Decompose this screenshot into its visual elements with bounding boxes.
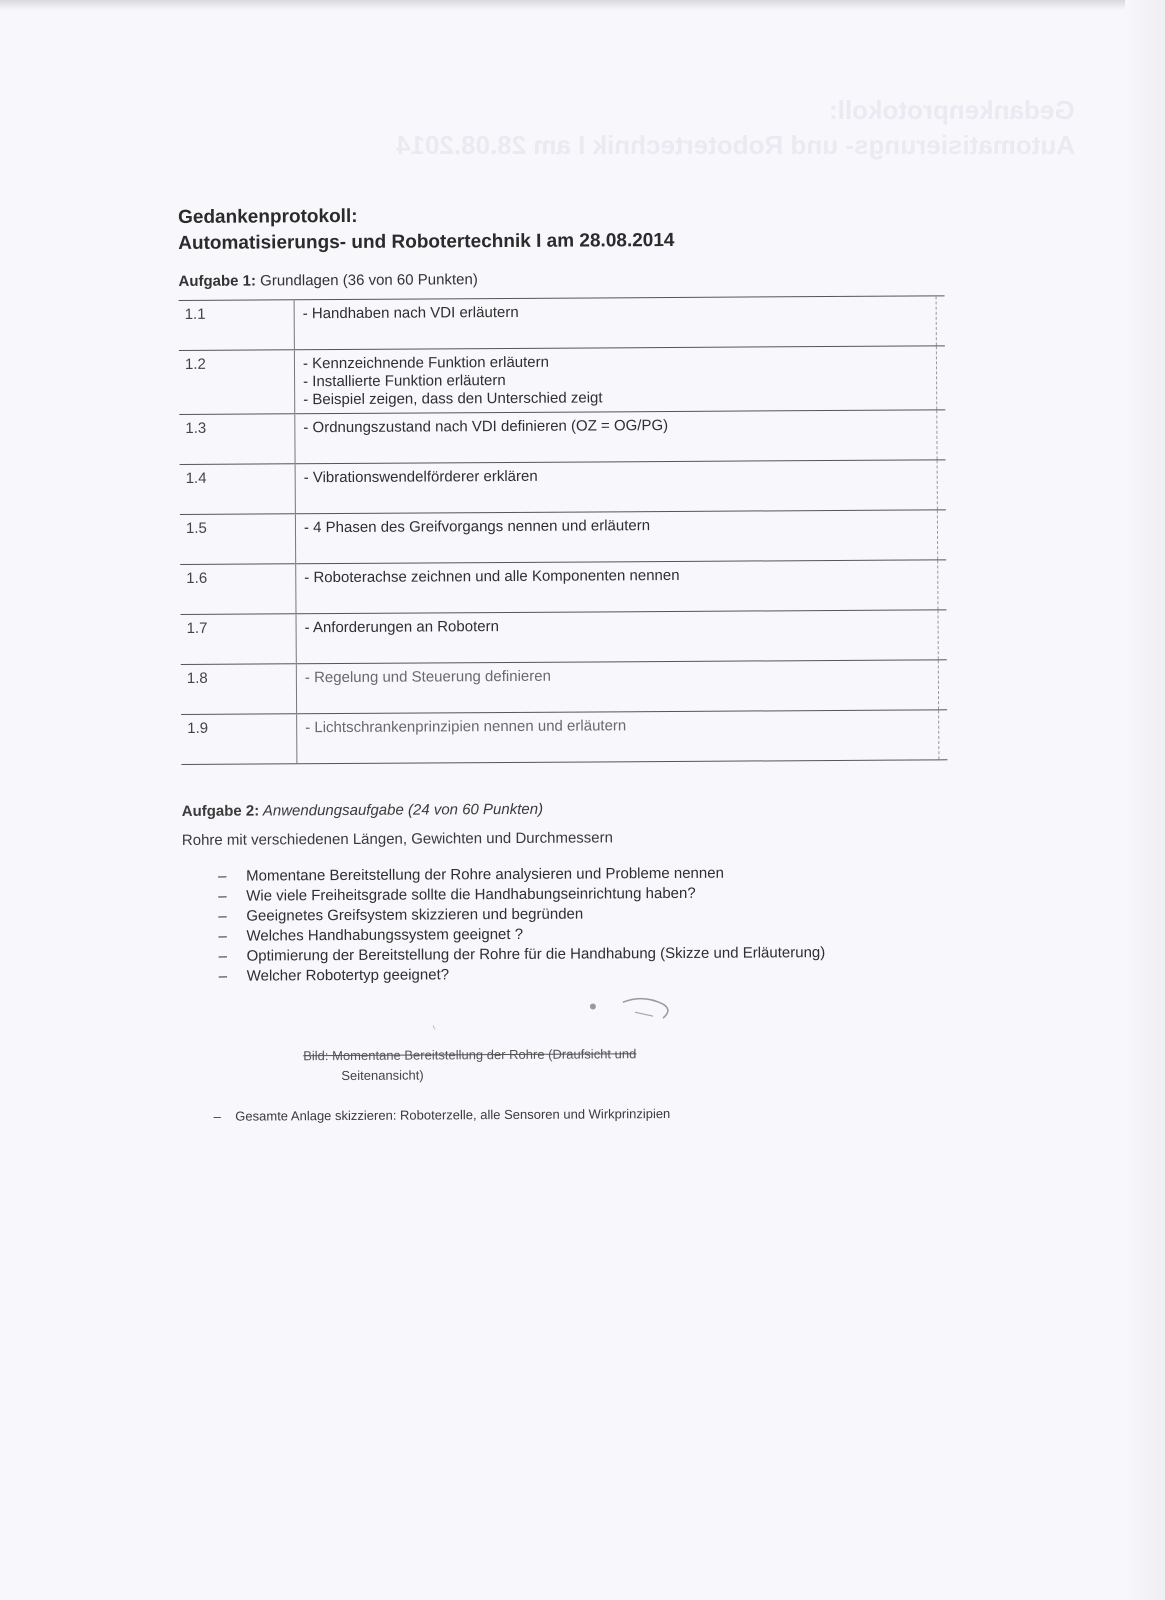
- task-description: [294, 346, 936, 414]
- task-description-line: - Installierte Funktion erläutern: [303, 372, 506, 391]
- list-dash: –: [218, 967, 228, 985]
- final-task-item: [214, 1104, 964, 1124]
- document-title: [178, 200, 958, 257]
- task-number: 1.4: [180, 464, 296, 515]
- task-description-line: - 4 Phasen des Greifvorgangs nennen und erläutern: [303, 517, 651, 537]
- caption-line-2: Seitenansicht): [341, 1067, 424, 1084]
- list-dash: –: [218, 887, 227, 905]
- bleed-through-subtitle: Automatisierungs- und Robotertechnik I am 28.08.2014: [395, 130, 1075, 160]
- final-item-text: Gesamte Anlage skizzieren: Roboterzelle, alle Sensoren und Wirkprinzipien: [235, 1106, 671, 1124]
- task-number: 1.7: [181, 614, 297, 665]
- aufgabe1-heading: [178, 268, 958, 290]
- title-line-1: Gedankenprotokoll:: [178, 205, 358, 228]
- bleed-through-title: Gedankenprotokoll:: [829, 95, 1075, 125]
- task-row: [180, 510, 946, 565]
- task-number: 1.5: [180, 514, 296, 565]
- task-end-column: [936, 346, 945, 410]
- aufgabe2-heading: [182, 798, 962, 820]
- task-end-column: [937, 410, 946, 460]
- question-text: Welcher Robotertyp geeignet?: [246, 966, 450, 985]
- title-line-2: Automatisierungs- und Robotertechnik I am 28.08.2014: [178, 229, 675, 254]
- task-description: [295, 410, 937, 464]
- aufgabe1-title: Grundlagen (36 von 60 Punkten): [260, 271, 478, 290]
- task-description: [296, 660, 938, 714]
- task-description: [297, 710, 939, 764]
- question-text: Momentane Bereitstellung der Rohre analysieren und Probleme nennen: [246, 864, 724, 885]
- task-number: 1.6: [180, 564, 296, 615]
- task-row: [179, 296, 945, 351]
- task-number: 1.2: [179, 350, 295, 415]
- task-row: [179, 410, 945, 465]
- task-description-line: - Regelung und Steuerung definieren: [304, 667, 551, 687]
- task-description-line: - Anforderungen an Robotern: [304, 618, 499, 637]
- aufgabe2-label: Aufgabe 2:: [181, 802, 260, 820]
- scan-top-edge: [0, 0, 1165, 10]
- task-description-line: - Roboterachse zeichnen und alle Komponenten nennen: [304, 566, 680, 587]
- scan-right-edge: [1125, 0, 1165, 1600]
- task-number: 1.8: [181, 664, 297, 715]
- sketch-placeholder: [373, 983, 793, 1046]
- task-description: [295, 460, 937, 514]
- image-caption: [303, 1042, 963, 1086]
- caption-line-1: Bild: Momentane Bereitstellung der Rohre (Draufsicht und: [303, 1046, 637, 1064]
- task-description: [295, 510, 937, 564]
- task-description-line: - Vibrationswendelförderer erklären: [303, 467, 538, 487]
- task-end-column: [938, 660, 947, 710]
- faint-sketch-marks: [373, 983, 793, 1046]
- task-description-line: - Ordnungszustand nach VDI definieren (OZ = OG/PG): [303, 417, 669, 437]
- task-description: [294, 296, 936, 350]
- task-end-column: [938, 560, 947, 610]
- question-item: [219, 962, 919, 986]
- list-dash: –: [218, 947, 227, 965]
- question-text: Wie viele Freiheitsgrade sollte die Handhabungseinrichtung haben?: [246, 884, 696, 905]
- task-number: 1.1: [179, 300, 295, 351]
- aufgabe1-task-table: [179, 295, 948, 765]
- task-number: 1.3: [179, 414, 295, 465]
- task-description-line: - Kennzeichnende Funktion erläutern: [302, 353, 550, 373]
- task-end-column: [938, 610, 947, 660]
- task-description-line: - Handhaben nach VDI erläutern: [302, 303, 519, 323]
- task-end-column: [937, 460, 946, 510]
- task-number: 1.9: [181, 714, 297, 765]
- question-text: Geeignetes Greifsystem skizzieren und begründen: [246, 905, 584, 925]
- task-description: [296, 560, 938, 614]
- task-end-column: [939, 710, 948, 760]
- list-dash: –: [218, 927, 227, 945]
- task-row: [181, 610, 947, 665]
- task-description-line: - Beispiel zeigen, dass den Unterschied zeigt: [303, 389, 603, 409]
- task-row: [180, 460, 946, 515]
- task-row: [181, 660, 947, 715]
- list-dash: –: [218, 867, 227, 885]
- task-description: [296, 610, 938, 664]
- aufgabe2-title: Anwendungsaufgabe (24 von 60 Punkten): [262, 800, 544, 820]
- final-item-dash: –: [213, 1108, 232, 1124]
- task-row: [180, 560, 946, 615]
- task-table-body: [179, 296, 948, 765]
- aufgabe2-question-list: [182, 862, 919, 986]
- task-row: [181, 710, 947, 765]
- question-text: Optimierung der Bereitstellung der Rohre für die Handhabung (Skizze und Erläuterung): [246, 944, 826, 965]
- aufgabe1-label: Aufgabe 1:: [178, 272, 257, 290]
- question-text: Welches Handhabungssystem geeignet ?: [246, 925, 524, 945]
- document-content: [178, 200, 964, 1124]
- list-dash: –: [218, 907, 227, 925]
- task-end-column: [936, 296, 945, 346]
- task-end-column: [937, 510, 946, 560]
- aufgabe2-intro: Rohre mit verschiedenen Längen, Gewichten und Durchmessern: [181, 829, 614, 849]
- task-description-line: - Lichtschrankenprinzipien nennen und erläutern: [305, 717, 627, 737]
- task-row: [179, 346, 945, 415]
